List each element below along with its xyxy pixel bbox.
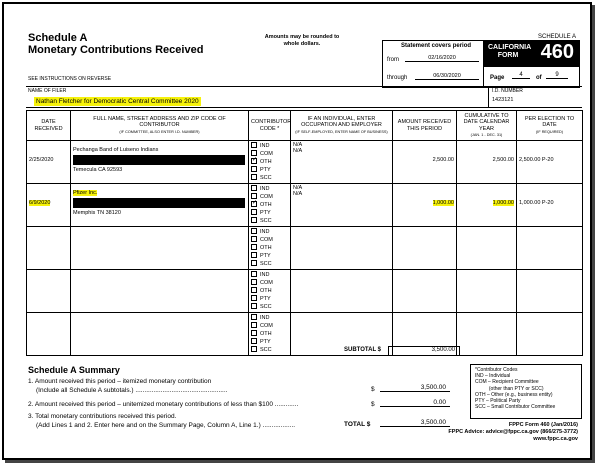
per-election-cell[interactable]: 1,000.00 P-20 [517,184,583,227]
code-option: SCC [251,346,288,354]
cumulative-cell[interactable] [457,270,517,313]
total-label: TOTAL $ [344,421,371,428]
code-option: PTY [251,338,288,346]
form-title: Schedule A Monetary Contributions Received [28,32,204,56]
occupation-cell[interactable] [291,270,393,313]
col-contributor-header: FULL NAME, STREET ADDRESS AND ZIP CODE OF CONTRIBUTOR (IF COMMITTEE, ALSO ENTER I.D. NUMBER) [71,111,249,141]
code-option: COM [251,279,288,287]
per-election-cell[interactable]: 2,500.00 P-20 [517,141,583,184]
table-row [27,141,583,184]
cumulative-cell[interactable] [457,227,517,270]
code-checkbox[interactable] [251,236,257,242]
period-label: Statement covers period [401,43,472,49]
code-checkbox[interactable] [251,260,257,266]
code-definition: PTY – Political Party [475,398,521,405]
page-total[interactable]: 9 [546,72,568,79]
code-option: IND [251,185,288,193]
col-cumulative-header: CUMULATIVE TO DATE CALENDAR YEAR (JAN. 1 - DEC. 31) [457,111,517,141]
code-checkbox[interactable] [251,158,257,164]
contributor-codes-box [470,364,582,419]
code-checkbox[interactable] [251,209,257,215]
code-checkbox[interactable] [251,174,257,180]
code-checkbox[interactable] [251,201,257,207]
page-label: Page [490,75,505,81]
subtotal-value[interactable]: 3,500.00 [388,346,460,356]
form-number: 460 [540,41,574,63]
table-row [27,227,583,270]
occupation-cell[interactable] [291,227,393,270]
code-option: OTH [251,330,288,338]
date-cell[interactable] [27,270,71,313]
line1-amount[interactable]: 3,500.00 [380,384,450,392]
footer-form-id: FPPC Form 460 (Jan/2016) [508,422,578,428]
redacted-address [73,155,245,165]
line2-amount[interactable]: 0.00 [380,399,450,407]
amount-cell[interactable] [393,270,457,313]
code-checkbox[interactable] [251,271,257,277]
form-state: CALIFORNIA FORM [488,44,532,59]
date-cell[interactable]: 2/25/2020 [27,141,71,184]
code-option: IND [251,142,288,150]
amount-cell[interactable] [393,227,457,270]
through-label: through [387,75,408,81]
date-cell[interactable] [27,227,71,270]
col-per-election-header: PER ELECTION TO DATE (IF REQUIRED) [517,111,583,141]
code-option: SCC [251,303,288,311]
of-label: of [536,75,542,81]
col-amount-header: AMOUNT RECEIVED THIS PERIOD [393,111,457,141]
code-option: ✓OTH [251,158,288,166]
form-badge [484,40,580,66]
from-date[interactable]: 02/16/2020 [405,55,479,62]
id-number-label: I.D. NUMBER [492,88,523,94]
code-checkbox[interactable] [251,244,257,250]
occupation-cell[interactable]: N/A N/A [291,184,393,227]
form-page [2,2,592,460]
table-row [27,184,583,227]
contributor-cell[interactable]: Pfizer Inc. Memphis TN 38120 [71,184,249,227]
amount-cell[interactable]: 2,500.00 [393,141,457,184]
code-option: COM [251,150,288,158]
code-definition: IND – Individual [475,373,511,380]
summary-line-1: 1. Amount received this period – itemized monetary contribution (Include all Schedule A subtotals.) ................................................... [28,378,228,394]
contributor-cell[interactable] [71,227,249,270]
contributor-cell[interactable]: Pechanga Band of Luiseno Indians Temecula CA 92593 [71,141,249,184]
footer-website: www.fppc.ca.gov [533,436,578,442]
code-option: SCC [251,260,288,268]
subtotal-label: SUBTOTAL $ [344,347,382,353]
page-number-box [484,66,580,88]
code-checkbox[interactable] [251,228,257,234]
statement-period-box [382,40,484,88]
occupation-cell[interactable]: N/A N/A [291,141,393,184]
code-option: ✓OTH [251,201,288,209]
col-occupation-header: IF AN INDIVIDUAL, ENTER OCCUPATION AND EMPLOYER (IF SELF-EMPLOYED, ENTER NAME OF BUSINESS) [291,111,393,141]
code-cell [249,227,291,270]
code-option: OTH [251,287,288,295]
line1-dollar: $ [371,386,375,393]
footer-advice: FPPC Advice: advice@fppc.ca.gov (866/275-3772) [448,429,578,435]
rounded-note: Amounts may be rounded to whole dollars. [264,34,340,47]
page-number[interactable]: 4 [512,72,530,79]
subtotal-row [26,346,582,356]
code-option: PTY [251,295,288,303]
code-option: PTY [251,209,288,217]
code-cell [249,184,291,227]
per-election-cell[interactable] [517,227,583,270]
code-checkbox[interactable] [251,314,257,320]
see-instructions: SEE INSTRUCTIONS ON REVERSE [28,76,112,82]
from-label: from [387,57,399,63]
filer-row [26,86,582,108]
summary-line-3: 3. Total monetary contributions received this period. (Add Lines 1 and 2. Enter here and on the Summary Page, Column A, Line 1.) .................. [28,413,296,429]
table-header-row [27,111,583,141]
filer-name-label: NAME OF FILER [28,88,67,94]
line2-dollar: $ [371,401,375,408]
code-option: PTY [251,252,288,260]
cumulative-cell[interactable]: 2,500.00 [457,141,517,184]
contributions-table [26,110,583,356]
code-option: IND [251,228,288,236]
cumulative-cell[interactable]: 1,000.00 [457,184,517,227]
table-row [27,270,583,313]
through-date[interactable]: 06/30/2020 [415,73,479,80]
code-option: PTY [251,166,288,174]
code-option: COM [251,193,288,201]
code-option: SCC [251,174,288,182]
code-option: COM [251,236,288,244]
code-checkbox[interactable] [251,322,257,328]
code-checkbox[interactable] [251,338,257,344]
code-checkbox[interactable] [251,217,257,223]
col-code-header: CONTRIBUTOR CODE * [249,111,291,141]
code-definition: (other than PTY or SCC) [475,385,544,392]
id-number-value[interactable]: 1423121 [492,97,514,103]
code-checkbox[interactable] [251,303,257,309]
code-definition: SCC – Small Contributor Committee [475,404,556,411]
code-checkbox[interactable] [251,252,257,258]
summary-line-2: 2. Amount received this period – unitemized monetary contributions of less than $100 ............. [28,401,299,408]
code-option: IND [251,271,288,279]
code-checkbox[interactable] [251,166,257,172]
code-checkbox[interactable] [251,142,257,148]
code-checkbox[interactable] [251,295,257,301]
code-option: SCC [251,217,288,225]
code-cell [249,270,291,313]
code-checkbox[interactable] [251,185,257,191]
code-definition: COM – Recipient Committee [475,379,539,386]
summary-title: Schedule A Summary [28,365,120,375]
code-option: OTH [251,244,288,252]
per-election-cell[interactable] [517,270,583,313]
col-date-header: DATE RECEIVED [27,111,71,141]
amount-cell[interactable]: 1,000.00 [393,184,457,227]
code-definition: OTH – Other (e.g., business entity) [475,391,553,398]
line3-amount[interactable]: 3,500.00 [380,419,450,427]
filer-name-value[interactable]: Nathan Fletcher for Democratic Central Committee 2020 [36,98,199,105]
code-checkbox[interactable] [251,287,257,293]
schedule-label: SCHEDULE A [537,34,576,40]
filer-divider [488,87,489,107]
redacted-address [73,198,245,208]
code-checkbox[interactable] [251,279,257,285]
code-option: COM [251,322,288,330]
code-option: IND [251,314,288,322]
code-checkbox[interactable] [251,330,257,336]
code-cell [249,141,291,184]
date-cell[interactable]: 6/9/2020 [27,184,71,227]
codes-title: *Contributor Codes [475,367,518,373]
contributor-cell[interactable] [71,270,249,313]
